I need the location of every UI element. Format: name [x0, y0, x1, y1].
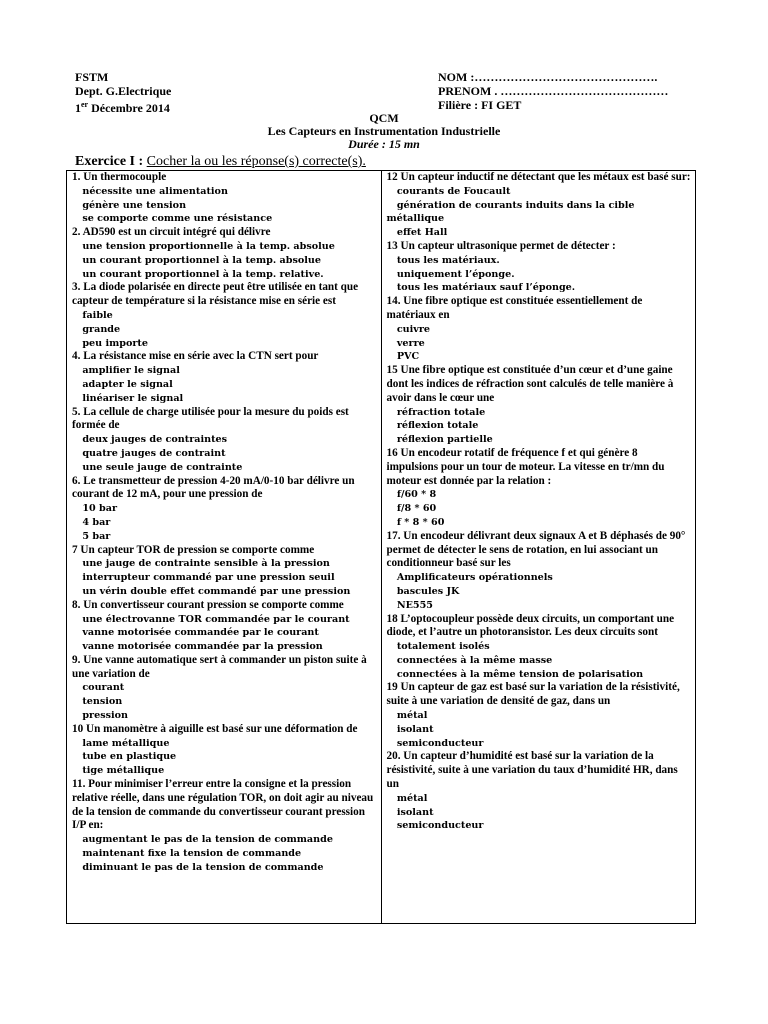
question-item — [72, 226, 377, 281]
answer-option-label: une tension proportionnelle à la temp. absolue — [79, 240, 335, 252]
answer-option[interactable] — [72, 392, 377, 406]
answer-option-label: nécessite une alimentation — [79, 185, 228, 197]
answer-option[interactable] — [72, 557, 377, 571]
exam-date: 1er Décembre 2014 — [75, 100, 170, 115]
question-text: 9. Une vanne automatique sert à commander un piston suite à une variation de — [72, 653, 367, 680]
answer-option-label: isolant — [393, 806, 434, 818]
answer-option[interactable] — [387, 668, 692, 682]
answer-option[interactable] — [72, 337, 377, 351]
answer-option[interactable] — [72, 750, 377, 764]
title-block — [0, 112, 768, 151]
answer-option-label: isolant — [393, 723, 434, 735]
answer-option-label: amplifier le signal — [79, 365, 180, 377]
answer-option-label: se comporte comme une résistance — [79, 213, 273, 225]
answer-option[interactable] — [72, 530, 377, 544]
answer-option-label: pression — [79, 710, 129, 722]
institution: FSTM — [75, 70, 109, 84]
answer-option[interactable] — [72, 212, 377, 226]
answer-option[interactable] — [72, 309, 377, 323]
answer-option[interactable] — [72, 461, 377, 475]
question-item — [387, 240, 692, 295]
right-questions — [387, 171, 692, 833]
answer-option-label: un courant proportionnel à la temp. relative. — [79, 268, 324, 280]
question-text: 4. La résistance mise en série avec la CTN sert pour — [72, 350, 319, 363]
answer-option-label: tension — [79, 696, 123, 708]
question-text: 12 Un capteur inductif ne détectant que les métaux est basé sur: — [386, 171, 691, 183]
question-text: 3. La diode polarisée en directe peut être utilisée en tant que capteur de température si la résistance mise en série est — [72, 281, 359, 308]
answer-option-label: lame métallique — [79, 737, 170, 749]
question-text: 13 Un capteur ultrasonique permet de détecter : — [386, 239, 616, 252]
answer-option-label: vanne motorisée commandée par le courant — [79, 627, 319, 639]
department: Dept. G.Electrique — [75, 84, 172, 98]
answer-option-label: grande — [79, 323, 121, 335]
right-column — [381, 171, 696, 924]
question-item — [387, 530, 692, 613]
answer-option[interactable] — [72, 833, 377, 847]
duration: Durée : 15 mn — [348, 137, 420, 151]
question-text: 17. Un encodeur délivrant deux signaux A et B déphasés de 90° permet de détecter le sens de rotation, en lui associant un conditionneur basé sur les — [386, 529, 686, 570]
answer-option[interactable] — [72, 709, 377, 723]
answer-option-label: Amplificateurs opérationnels — [393, 572, 553, 584]
answer-option-label: réflexion totale — [393, 420, 479, 432]
question-item — [387, 750, 692, 833]
answer-option-label: effet Hall — [393, 227, 448, 239]
question-item — [72, 171, 377, 226]
answer-option-label: connectées à la même masse — [393, 654, 553, 666]
answer-option-label: réflexion partielle — [393, 434, 493, 446]
question-item — [72, 599, 377, 654]
exercise-label: Exercice I : — [75, 154, 147, 169]
question-item — [387, 681, 692, 750]
answer-option-label: une électrovanne TOR commandée par le courant — [79, 613, 350, 625]
left-questions — [72, 171, 377, 875]
answer-option[interactable] — [387, 226, 692, 240]
question-item — [72, 350, 377, 405]
answer-option-label: f/8 * 60 — [393, 503, 437, 515]
question-text: 19 Un capteur de gaz est basé sur la variation de la résistivité, suite à une variation de densité de gaz, dans un — [386, 681, 680, 708]
answer-option[interactable] — [72, 640, 377, 654]
answer-option-label: quatre jauges de contraint — [79, 447, 226, 459]
left-column — [67, 171, 382, 924]
answer-option[interactable] — [72, 764, 377, 778]
answer-option[interactable] — [72, 861, 377, 875]
answer-option[interactable] — [72, 240, 377, 254]
answer-option-label: tous les matériaux sauf l’éponge. — [393, 282, 576, 294]
answer-option[interactable] — [72, 737, 377, 751]
answer-option[interactable] — [72, 571, 377, 585]
answer-option[interactable] — [387, 819, 692, 833]
answer-option-label: courant — [79, 682, 125, 694]
question-text: 16 Un encodeur rotatif de fréquence f et qui génère 8 impulsions pour un tour de moteur. La vitesse en tr/mn du moteur est donnée par la relation : — [386, 446, 665, 487]
question-item — [72, 406, 377, 475]
question-item — [387, 295, 692, 364]
question-item — [72, 778, 377, 875]
answer-option[interactable] — [387, 281, 692, 295]
answer-option-label: 10 bar — [79, 503, 118, 515]
name-field[interactable]: NOM :………………………………………. — [438, 70, 658, 84]
question-item — [72, 544, 377, 599]
question-item — [72, 654, 377, 723]
answer-option[interactable] — [387, 737, 692, 751]
answer-option[interactable] — [72, 681, 377, 695]
answer-option[interactable] — [387, 654, 692, 668]
answer-option[interactable] — [72, 847, 377, 861]
question-text: 10 Un manomètre à aiguille est basé sur une déformation de — [72, 722, 358, 735]
answer-option-label: bascules JK — [393, 585, 460, 597]
question-item — [387, 447, 692, 530]
answer-option[interactable] — [387, 433, 692, 447]
answer-option-label: connectées à la même tension de polarisation — [393, 668, 644, 680]
answer-option-label: totalement isolés — [393, 641, 490, 653]
exercise-heading — [75, 154, 366, 170]
question-text: 5. La cellule de charge utilisée pour la mesure du poids est formée de — [72, 405, 349, 432]
answer-option-label: linéariser le signal — [79, 392, 184, 404]
answer-option-label: peu importe — [79, 337, 148, 349]
answer-option[interactable] — [387, 419, 692, 433]
answer-option-label: réfraction totale — [393, 406, 486, 418]
answer-option[interactable] — [387, 337, 692, 351]
answer-option-label: uniquement l’éponge. — [393, 268, 515, 280]
answer-option-label: métal — [393, 792, 428, 804]
answer-option-label: deux jauges de contraintes — [79, 434, 228, 446]
answer-option[interactable] — [72, 268, 377, 282]
first-name-field[interactable]: PRENOM . …………………………………… — [438, 84, 669, 98]
answer-option-label: verre — [393, 337, 425, 349]
answer-option-label: maintenant fixe la tension de commande — [79, 848, 302, 860]
answer-option[interactable] — [72, 433, 377, 447]
question-text: 2. AD590 est un circuit intégré qui délivre — [72, 226, 271, 239]
question-text: 18 L’optocoupleur possède deux circuits, un comportant une diode, et l’autre un photoransistor. Les deux circuits sont — [386, 612, 675, 639]
answer-option-label: une seule jauge de contrainte — [79, 461, 243, 473]
question-item — [387, 364, 692, 447]
question-text: 8. Un convertisseur courant pression se comporte comme — [72, 598, 344, 611]
answer-option[interactable] — [72, 447, 377, 461]
question-table — [66, 170, 696, 924]
answer-option[interactable] — [387, 792, 692, 806]
answer-option-label: courants de Foucault — [393, 185, 511, 197]
question-text: 20. Un capteur d’humidité est basé sur la variation de la résistivité, suite à une variation du taux d’humidité HR, dans un — [386, 750, 678, 791]
question-text: 14. Une fibre optique est constituée essentiellement de matériaux en — [386, 295, 643, 321]
answer-option-label: semiconducteur — [393, 737, 484, 749]
answer-option[interactable] — [72, 626, 377, 640]
doc-type: QCM — [369, 111, 399, 125]
question-text: 15 Une fibre optique est constituée d’un cœur et d’une gaine dont les indices de réfraction sont calculés de telle manière à avoir dans le cœur une — [386, 364, 674, 404]
answer-option[interactable] — [387, 488, 692, 502]
answer-option[interactable] — [72, 323, 377, 337]
answer-option[interactable] — [72, 585, 377, 599]
answer-option[interactable] — [387, 709, 692, 723]
question-item — [387, 613, 692, 682]
answer-option[interactable] — [72, 185, 377, 199]
answer-option-label: f * 8 * 60 — [393, 516, 445, 528]
answer-option[interactable] — [387, 350, 692, 364]
answer-option[interactable] — [387, 185, 692, 199]
answer-option[interactable] — [72, 378, 377, 392]
answer-option[interactable] — [387, 268, 692, 282]
question-text: 7 Un capteur TOR de pression se comporte comme — [72, 543, 315, 556]
question-item — [387, 171, 692, 240]
answer-option[interactable] — [72, 199, 377, 213]
answer-option[interactable] — [72, 695, 377, 709]
question-item — [72, 281, 377, 350]
question-item — [72, 723, 377, 778]
answer-option-label: 4 bar — [79, 516, 111, 528]
answer-option-label: diminuant le pas de la tension de commande — [79, 861, 324, 873]
answer-option[interactable] — [72, 516, 377, 530]
answer-option-label: faible — [79, 309, 113, 321]
answer-option-label: adapter le signal — [79, 378, 173, 390]
answer-option[interactable] — [387, 516, 692, 530]
answer-option[interactable] — [387, 723, 692, 737]
answer-option[interactable] — [387, 406, 692, 420]
answer-option-label: f/60 * 8 — [393, 489, 437, 501]
answer-option-label: tube en plastique — [79, 751, 177, 763]
answer-option-label: tous les matériaux. — [393, 254, 500, 266]
answer-option-label: métal — [393, 710, 428, 722]
answer-option-label: 5 bar — [79, 530, 111, 542]
answer-option[interactable] — [72, 254, 377, 268]
answer-option-label: un vérin double effet commandé par une pression — [79, 585, 351, 597]
question-text: 1. Un thermocouple — [72, 171, 167, 183]
answer-option[interactable] — [72, 613, 377, 627]
answer-option[interactable] — [72, 364, 377, 378]
answer-option-label: PVC — [393, 351, 420, 363]
answer-option[interactable] — [387, 323, 692, 337]
answer-option-label: génère une tension — [79, 199, 187, 211]
answer-option-label: augmentant le pas de la tension de commande — [79, 834, 333, 846]
answer-option-label: NE555 — [393, 599, 433, 611]
answer-option-label: semiconducteur — [393, 820, 484, 832]
exercise-instruction: Cocher la ou les réponse(s) correcte(s). — [146, 154, 366, 169]
answer-option[interactable] — [387, 585, 692, 599]
answer-option-label: un courant proportionnel à la temp. absolue — [79, 254, 321, 266]
question-text: 11. Pour minimiser l’erreur entre la consigne et la pression relative réelle, dans une régulation TOR, on doit agir au niveau de la tension de commande du convertisseur courant pression I/P en: — [72, 778, 374, 832]
answer-option[interactable] — [387, 571, 692, 585]
header-left — [75, 70, 171, 115]
answer-option[interactable] — [387, 806, 692, 820]
question-text: 6. Le transmetteur de pression 4-20 mA/0-10 bar délivre un courant de 12 mA, pour une pression de — [72, 474, 355, 501]
answer-option[interactable] — [387, 502, 692, 516]
subject-title: Les Capteurs en Instrumentation Industrielle — [267, 124, 501, 138]
answer-option-label: cuivre — [393, 323, 431, 335]
answer-option-label: tige métallique — [79, 765, 165, 777]
answer-option[interactable] — [72, 502, 377, 516]
answer-option-label: une jauge de contrainte sensible à la pression — [79, 558, 330, 570]
answer-option[interactable] — [387, 640, 692, 654]
answer-option-label: génération de courants induits dans la cible métallique — [386, 199, 635, 225]
header-right — [438, 70, 668, 112]
answer-option-label: vanne motorisée commandée par la pression — [79, 641, 323, 653]
answer-option[interactable] — [387, 199, 692, 227]
question-item — [72, 475, 377, 544]
answer-option[interactable] — [387, 254, 692, 268]
answer-option[interactable] — [387, 599, 692, 613]
program-field: Filière : FI GET — [438, 98, 522, 112]
answer-option-label: interrupteur commandé par une pression seuil — [79, 572, 335, 584]
